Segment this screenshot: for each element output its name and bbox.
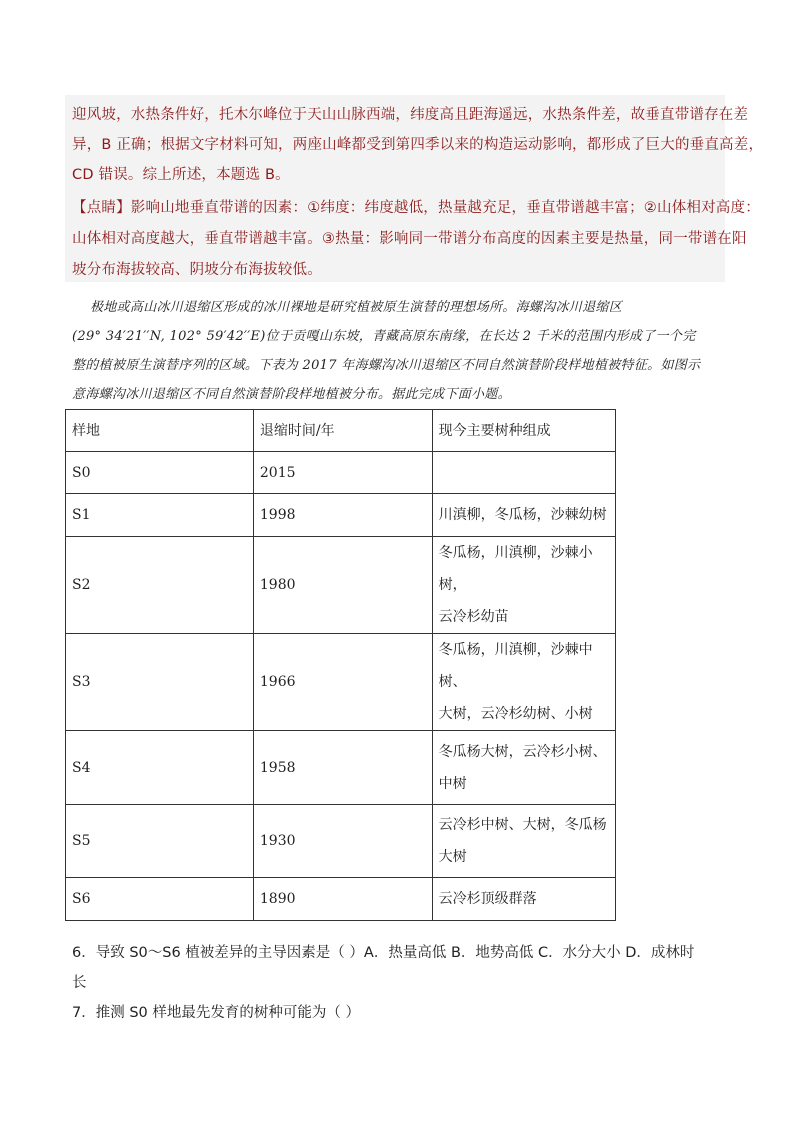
species-text: 中树 bbox=[438, 775, 467, 792]
year-cell: 1958 bbox=[253, 731, 432, 805]
species-text: 冬瓜杨，川滇柳，沙棘小树， bbox=[438, 545, 593, 593]
question-6-continuation: 长 bbox=[72, 975, 87, 991]
intro-line: 整的植被原生演替序列的区域。下表为 2017 年海螺沟冰川退缩区不同自然演替阶段样地植被特征。如图示 bbox=[72, 358, 701, 373]
plot-cell: S0 bbox=[66, 452, 254, 494]
species-text: 云冷杉顶级群落 bbox=[438, 891, 537, 907]
year-cell: 2015 bbox=[253, 452, 432, 494]
question-6: 6．导致 S0～S6 植被差异的主导因素是（ ）A．热量高低 B．地势高低 C．水分大小 D．成林时 bbox=[72, 945, 695, 961]
table-header: 现今主要树种组成 bbox=[432, 410, 615, 452]
plot-cell: S5 bbox=[66, 805, 254, 878]
table-row bbox=[66, 878, 616, 921]
table-row bbox=[66, 805, 616, 878]
key-point-line: 【点睛】影响山地垂直带谱的因素：①纬度：纬度越低，热量越充足，垂直带谱越丰富；②山体相对高度： bbox=[72, 200, 760, 216]
table-header: 退缩时间/年 bbox=[253, 410, 432, 452]
table-row bbox=[66, 634, 616, 731]
species-text: 云冷杉幼苗 bbox=[438, 609, 509, 625]
species-cell bbox=[432, 731, 615, 805]
table-row bbox=[66, 452, 616, 494]
species-cell bbox=[432, 494, 615, 537]
species-cell bbox=[432, 452, 615, 494]
intro-line: (29° 34′21′′N, 102° 59′42′′E)位于贡嘎山东坡，青藏高原东南缘，在长达 2 千米的范围内形成了一个完 bbox=[72, 329, 696, 344]
vegetation-table bbox=[65, 409, 616, 921]
answer-line: 异，B 正确；根据文字材料可知，两座山峰都受到第四季以来的构造运动影响，都形成了巨大的垂直高差， bbox=[72, 137, 764, 153]
table-header-row bbox=[66, 410, 616, 452]
species-cell bbox=[432, 634, 615, 731]
species-text: 冬瓜杨大树，云冷杉小树、 bbox=[438, 743, 607, 760]
species-text: 大树，云冷杉幼树、小树 bbox=[438, 706, 593, 722]
species-text: 大树 bbox=[438, 849, 467, 865]
species-cell bbox=[432, 805, 615, 878]
answer-line: CD 错误。综上所述，本题选 B。 bbox=[72, 167, 290, 183]
table-row bbox=[66, 731, 616, 805]
table-row bbox=[66, 537, 616, 634]
table-header: 样地 bbox=[66, 410, 254, 452]
key-point-line: 坡分布海拔较高、阴坡分布海拔较低。 bbox=[72, 262, 322, 278]
year-cell: 1966 bbox=[253, 634, 432, 731]
plot-cell: S6 bbox=[66, 878, 254, 921]
species-cell bbox=[432, 537, 615, 634]
question-7: 7．推测 S0 样地最先发育的树种可能为（ ） bbox=[72, 1005, 360, 1021]
plot-cell: S2 bbox=[66, 537, 254, 634]
plot-cell: S4 bbox=[66, 731, 254, 805]
answer-line: 迎风坡，水热条件好，托木尔峰位于天山山脉西端，纬度高且距海遥远，水热条件差，故垂直带谱存在差 bbox=[72, 107, 749, 123]
key-point-line: 山体相对高度越大，垂直带谱越丰富。③热量：影响同一带谱分布高度的因素主要是热量，同一带谱在阳 bbox=[72, 231, 747, 247]
year-cell: 1980 bbox=[253, 537, 432, 634]
species-text: 云冷杉中树、大树，冬瓜杨 bbox=[438, 817, 607, 833]
year-cell: 1998 bbox=[253, 494, 432, 537]
table-row bbox=[66, 494, 616, 537]
year-cell: 1930 bbox=[253, 805, 432, 878]
species-text: 川滇柳，冬瓜杨，沙棘幼树 bbox=[438, 507, 607, 523]
intro-line: 极地或高山冰川退缩区形成的冰川裸地是研究植被原生演替的理想场所。海螺沟冰川退缩区 bbox=[90, 300, 623, 315]
plot-cell: S1 bbox=[66, 494, 254, 537]
species-cell bbox=[432, 878, 615, 921]
year-cell: 1890 bbox=[253, 878, 432, 921]
species-text: 冬瓜杨，川滇柳，沙棘中树、 bbox=[438, 642, 593, 690]
intro-line: 意海螺沟冰川退缩区不同自然演替阶段样地植被分布。据此完成下面小题。 bbox=[72, 387, 511, 402]
plot-cell: S3 bbox=[66, 634, 254, 731]
